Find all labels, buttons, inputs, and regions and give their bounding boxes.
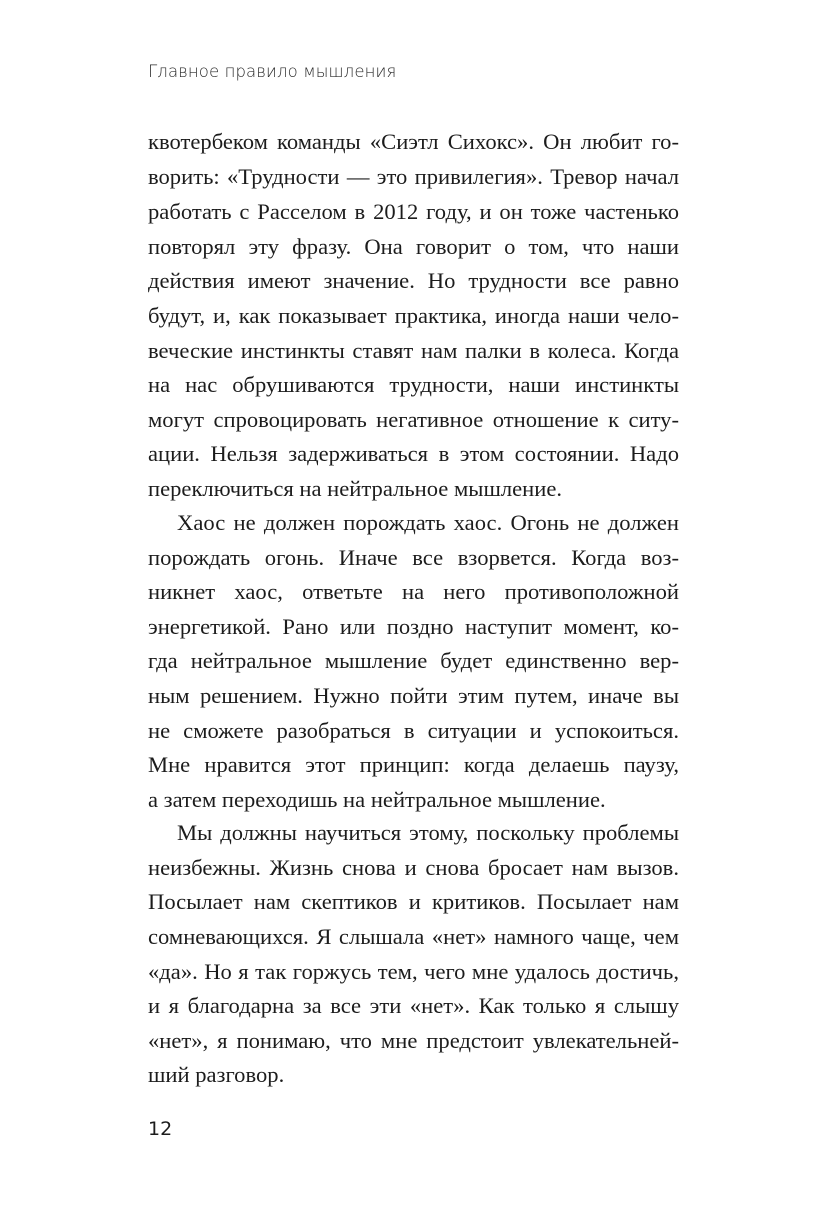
text-line: «да». Но я так горжусь тем, чего мне удалось достичь, xyxy=(148,959,679,984)
text-line: неизбежны. Жизнь снова и снова бросает нам вызов. xyxy=(148,855,679,880)
text-line: ший разговор. xyxy=(148,1062,285,1087)
text-line: порождать огонь. Иначе все взорвется. Когда воз- xyxy=(148,545,679,570)
text-line: энергетикой. Рано или поздно наступит момент, ко- xyxy=(148,614,679,639)
text-line: и я благодарна за все эти «нет». Как только я слышу xyxy=(148,993,679,1018)
text-line: веческие инстинкты ставят нам палки в колеса. Когда xyxy=(148,338,679,363)
running-header: Главное правило мышления xyxy=(148,62,397,81)
text-line: не сможете разобраться в ситуации и успокоиться. xyxy=(148,718,679,743)
page-number: 12 xyxy=(148,1118,173,1140)
text-line: на нас обрушиваются трудности, наши инстинкты xyxy=(148,372,679,397)
text-line: могут спровоцировать негативное отношение к ситу- xyxy=(148,407,679,432)
text-line: квотербеком команды «Сиэтл Сихокс». Он любит го- xyxy=(148,129,679,154)
text-line: ации. Нельзя задерживаться в этом состоянии. Надо xyxy=(148,441,679,466)
text-line: «нет», я понимаю, что мне предстоит увлекательней- xyxy=(148,1028,679,1053)
text-line: гда нейтральное мышление будет единственно вер- xyxy=(148,648,679,673)
text-line: никнет хаос, ответьте на него противоположной xyxy=(148,579,679,604)
paragraph-first-line: Мы должны научиться этому, поскольку проблемы xyxy=(177,820,679,845)
text-line: а затем переходишь на нейтральное мышление. xyxy=(148,787,606,812)
text-line: переключиться на нейтральное мышление. xyxy=(148,476,563,501)
text-line: работать с Расселом в 2012 году, и он тоже частенько xyxy=(148,199,679,224)
text-line: ворить: «Трудности — это привилегия». Тревор начал xyxy=(148,164,679,189)
text-line: ным решением. Нужно пойти этим путем, иначе вы xyxy=(148,683,679,708)
text-line: повторял эту фразу. Она говорит о том, что наши xyxy=(148,234,679,259)
paragraph-first-line: Хаос не должен порождать хаос. Огонь не должен xyxy=(177,510,679,535)
text-line: действия имеют значение. Но трудности все равно xyxy=(148,268,679,293)
text-line: Посылает нам скептиков и критиков. Посылает нам xyxy=(148,889,679,914)
text-line: Мне нравится этот принцип: когда делаешь паузу, xyxy=(148,752,679,777)
text-line: сомневающихся. Я слышала «нет» намного чаще, чем xyxy=(148,924,679,949)
text-line: будут, и, как показывает практика, иногда наши чело- xyxy=(148,303,679,328)
